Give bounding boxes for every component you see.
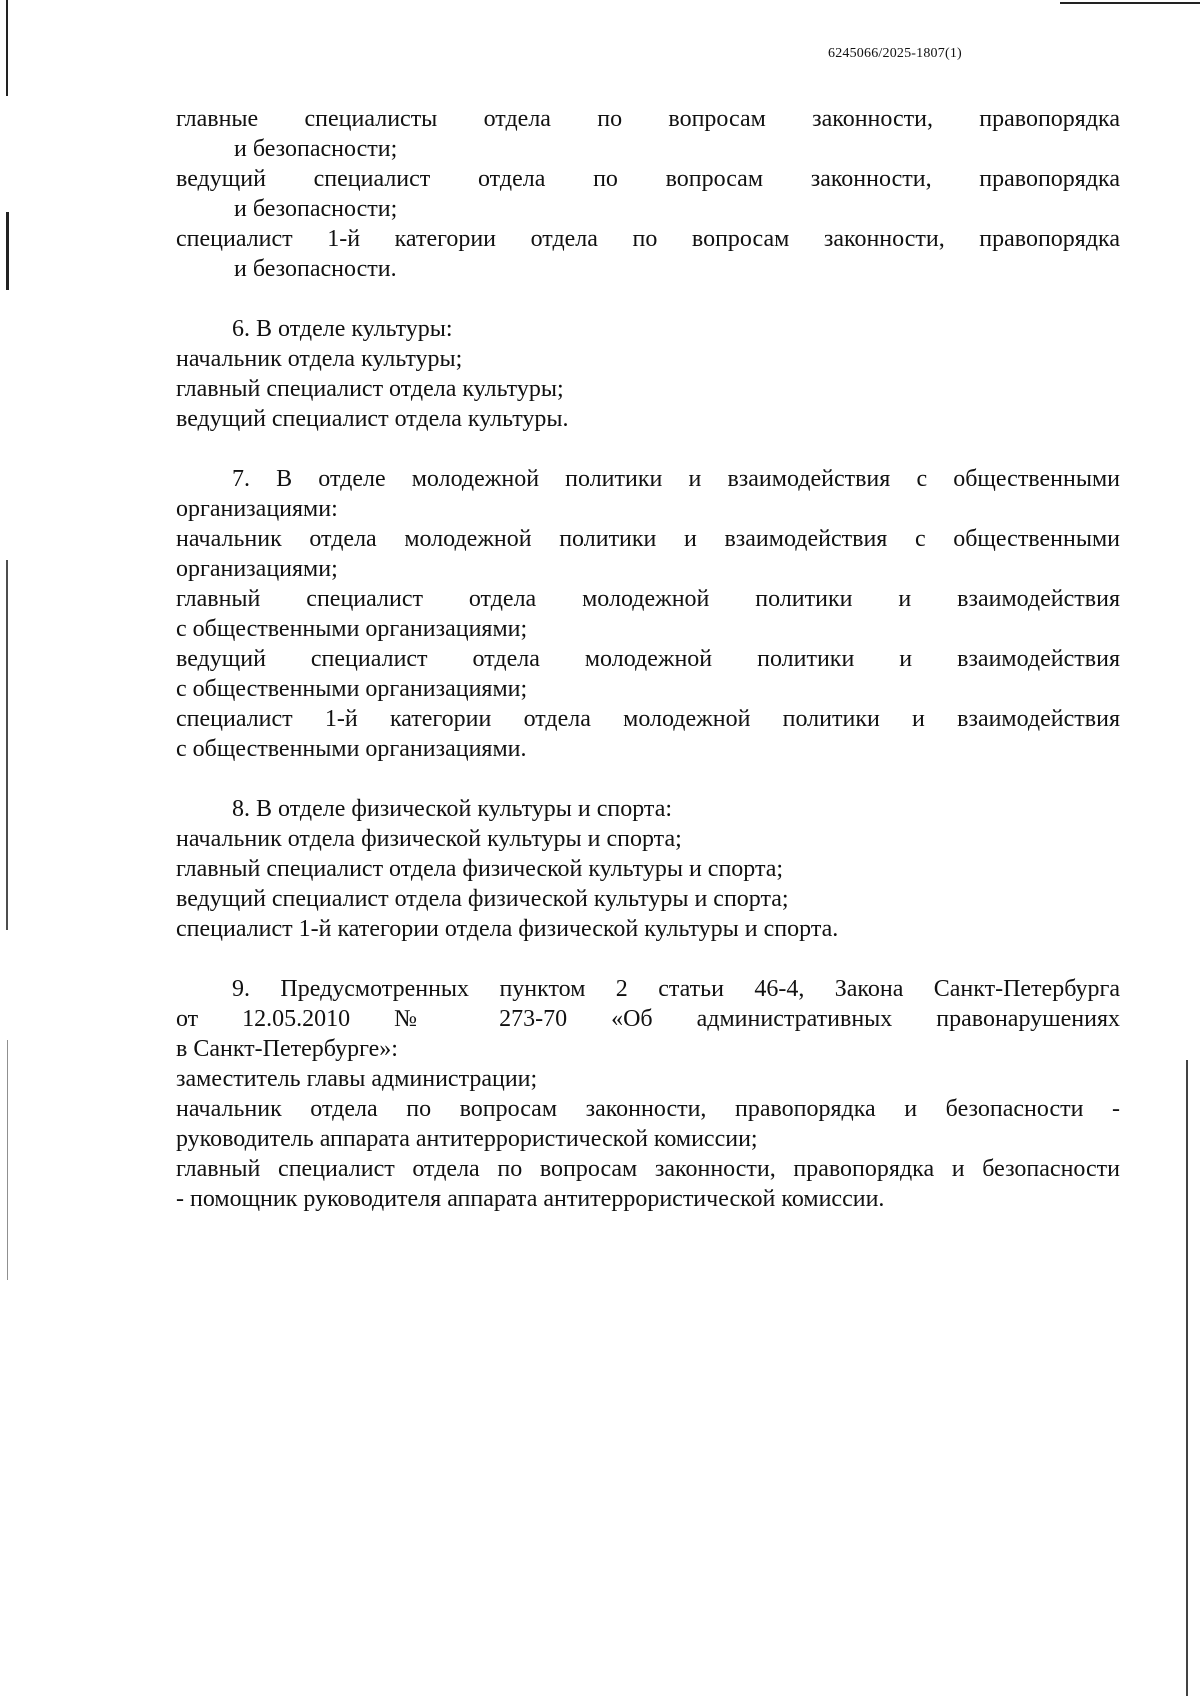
scan-edge-mark-left-1: [6, 212, 9, 290]
document-number: 6245066/2025-1807(1): [828, 46, 962, 61]
list-item-continuation: с общественными организациями.: [176, 736, 527, 762]
list-item: главный специалист отдела культуры;: [176, 376, 564, 402]
section-7-heading-continuation: организациями:: [176, 496, 338, 522]
list-item: начальник отдела культуры;: [176, 346, 463, 372]
list-item-continuation: и безопасности.: [234, 256, 397, 282]
scan-top-right-rule: [1060, 2, 1200, 4]
list-item: специалист 1-й категории отдела физической культуры и спорта.: [176, 916, 839, 942]
list-item: ведущий специалист отдела культуры.: [176, 406, 569, 432]
list-item: ведущий специалист отдела физической культуры и спорта;: [176, 886, 789, 912]
list-item-continuation: и безопасности;: [234, 136, 398, 162]
scan-edge-mark-right: [1186, 1060, 1188, 1696]
list-item: начальник отдела молодежной политики и взаимодействия с общественными: [176, 526, 1120, 552]
section-6-heading: 6. В отделе культуры:: [232, 316, 453, 342]
section-9-heading: 9. Предусмотренных пунктом 2 статьи 46-4, Закона Санкт-Петербурга: [232, 976, 1120, 1002]
list-item-continuation: организациями;: [176, 556, 338, 582]
list-item-continuation: и безопасности;: [234, 196, 398, 222]
list-item-continuation: с общественными организациями;: [176, 676, 528, 702]
section-9-heading-continuation: в Санкт-Петербурге»:: [176, 1036, 398, 1062]
section-7-heading: 7. В отделе молодежной политики и взаимодействия с общественными: [232, 466, 1120, 492]
section-9-heading-continuation: от 12.05.2010 № 273-70 «Об административных правонарушениях: [176, 1006, 1120, 1032]
list-item-continuation: руководитель аппарата антитеррористической комиссии;: [176, 1126, 758, 1152]
document-body: [176, 104, 1120, 1214]
list-item-continuation: - помощник руководителя аппарата антитеррористической комиссии.: [176, 1186, 885, 1212]
list-item: главные специалисты отдела по вопросам законности, правопорядка: [176, 106, 1120, 132]
list-item: главный специалист отдела по вопросам законности, правопорядка и безопасности: [176, 1156, 1120, 1182]
list-item: главный специалист отдела физической культуры и спорта;: [176, 856, 784, 882]
list-item: специалист 1-й категории отдела по вопросам законности, правопорядка: [176, 226, 1120, 252]
list-item: специалист 1-й категории отдела молодежной политики и взаимодействия: [176, 706, 1120, 732]
list-item: ведущий специалист отдела молодежной политики и взаимодействия: [176, 646, 1120, 672]
scan-edge-mark-top-left: [6, 0, 8, 96]
list-item: ведущий специалист отдела по вопросам законности, правопорядка: [176, 166, 1120, 192]
section-8-heading: 8. В отделе физической культуры и спорта:: [232, 796, 673, 822]
list-item: заместитель главы администрации;: [176, 1066, 538, 1092]
scan-edge-mark-left-3: [7, 1040, 8, 1280]
scan-edge-mark-left-2: [6, 560, 8, 930]
list-item: главный специалист отдела молодежной политики и взаимодействия: [176, 586, 1120, 612]
list-item: начальник отдела по вопросам законности, правопорядка и безопасности -: [176, 1096, 1120, 1122]
list-item: начальник отдела физической культуры и спорта;: [176, 826, 682, 852]
list-item-continuation: с общественными организациями;: [176, 616, 528, 642]
